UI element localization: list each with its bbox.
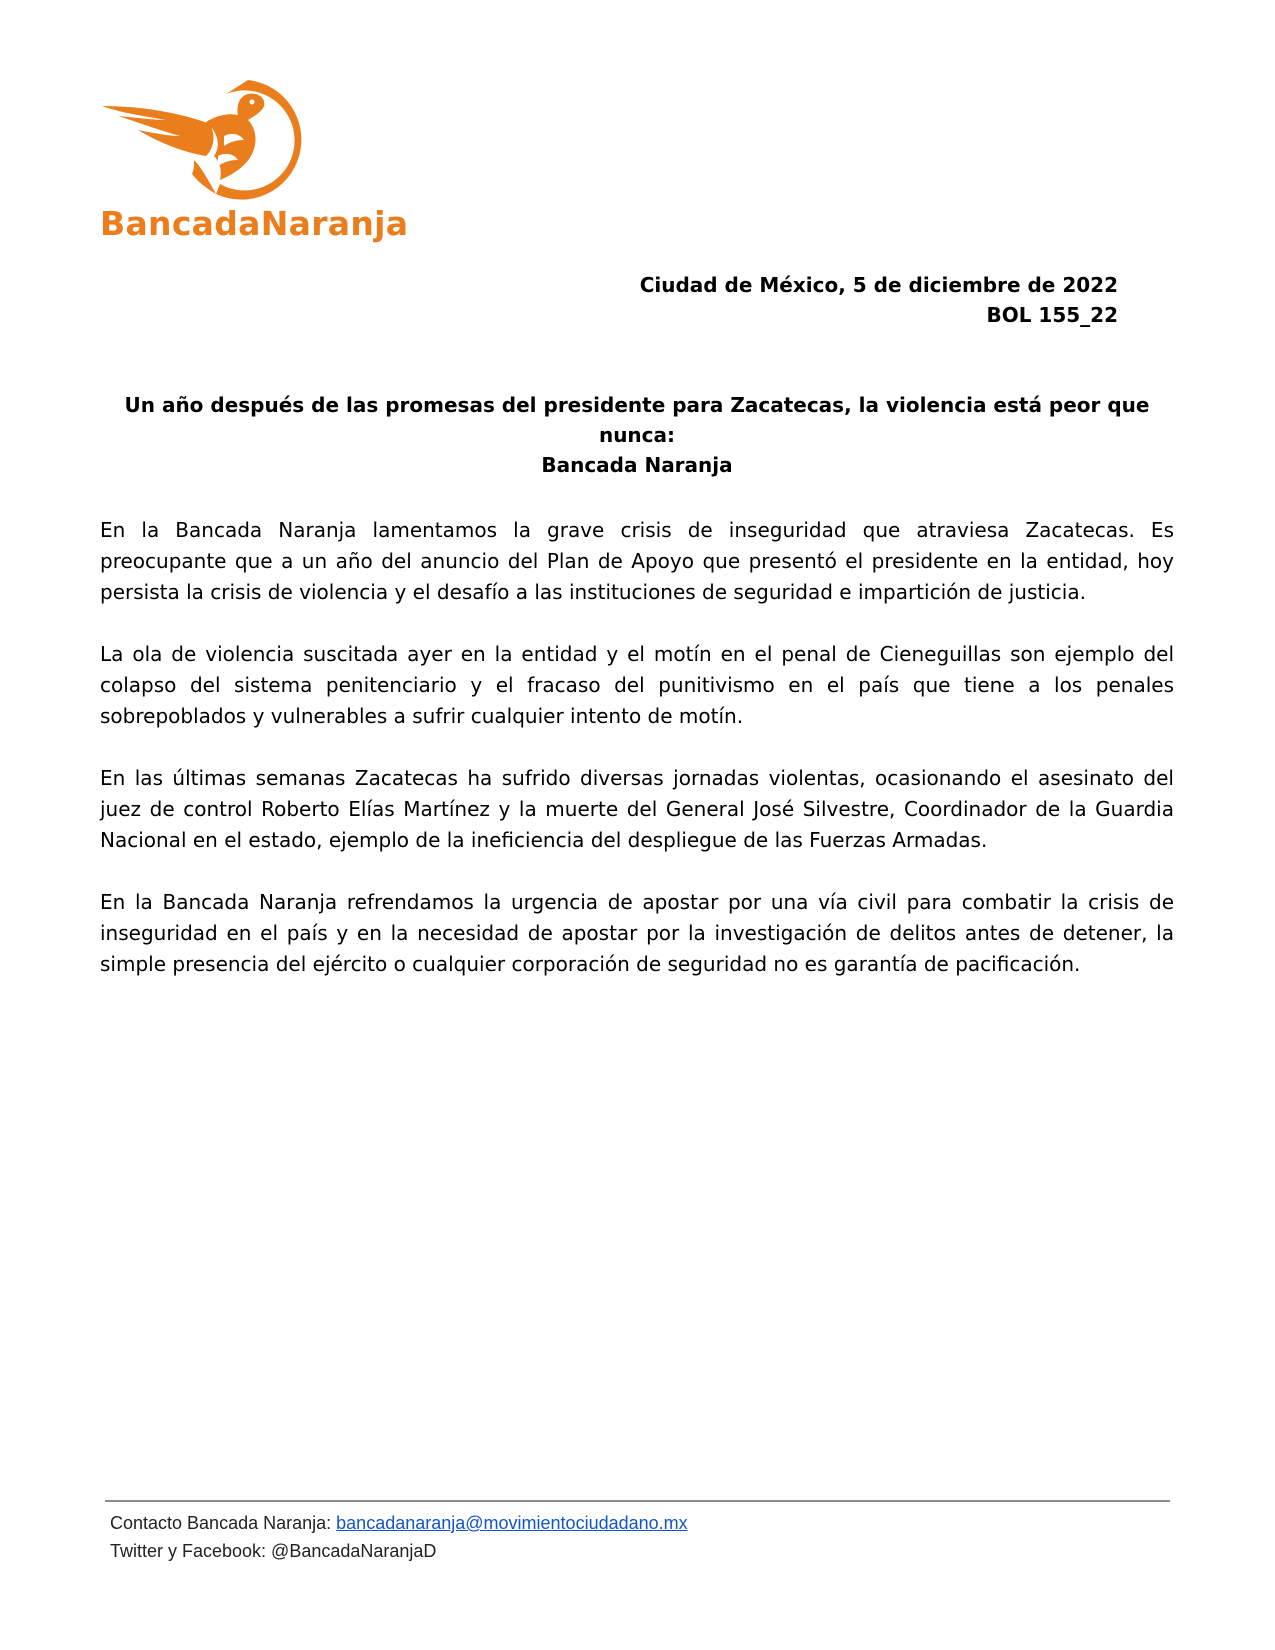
logo-wordmark: BancadaNaranja [100, 204, 409, 243]
bulletin-id: BOL 155_22 [986, 303, 1118, 327]
body-text [100, 515, 1174, 1011]
bird-in-circle-logo-icon [98, 76, 313, 201]
contact-label: Contacto Bancada Naranja: [110, 1513, 337, 1533]
paragraph: La ola de violencia suscitada ayer en la entidad y el motín en el penal de Cieneguillas son ejemplo del colapso del sistema penitenciario y el fracaso del punitivismo en el país que tiene a los penales sobrepoblados y vulnerables a sufrir cualquier intento de motín. [100, 642, 1174, 728]
contact-email-link[interactable]: bancadanaranja@movimientociudadano.mx [336, 1513, 688, 1533]
footer-divider [105, 1500, 1170, 1502]
headline-line-2: Bancada Naranja [541, 453, 733, 477]
paragraph: En las últimas semanas Zacatecas ha sufrido diversas jornadas violentas, ocasionando el asesinato del juez de control Roberto Elías Martínez y la muerte del General José Silvestre, Coordinador de la Guardia Nacional en el estado, ejemplo de la ineficiencia del despliegue de las Fuerzas Armadas. [100, 766, 1174, 852]
footer [110, 1509, 688, 1565]
headline-line-1: Un año después de las promesas del presidente para Zacatecas, la violencia está peor que nunca: [124, 393, 1150, 447]
social-line: Twitter y Facebook: @BancadaNaranjaD [110, 1541, 437, 1561]
paragraph: En la Bancada Naranja lamentamos la grave crisis de inseguridad que atraviesa Zacatecas. Es preocupante que a un año del anuncio del Plan de Apoyo que presentó el presidente en la entidad, hoy persista la crisis de violencia y el desafío a las instituciones de seguridad e impartición de justicia. [100, 518, 1174, 604]
place-date: Ciudad de México, 5 de diciembre de 2022 [639, 273, 1118, 297]
paragraph: En la Bancada Naranja refrendamos la urgencia de apostar por una vía civil para combatir la crisis de inseguridad en el país y en la necesidad de apostar por la investigación de delitos antes de detener, la simple presencia del ejército o cualquier corporación de seguridad no es garantía de pacificación. [100, 890, 1174, 976]
dateline [418, 270, 1118, 330]
contact-line [110, 1509, 688, 1537]
bancada-naranja-logo [98, 76, 409, 266]
headline [98, 390, 1176, 480]
